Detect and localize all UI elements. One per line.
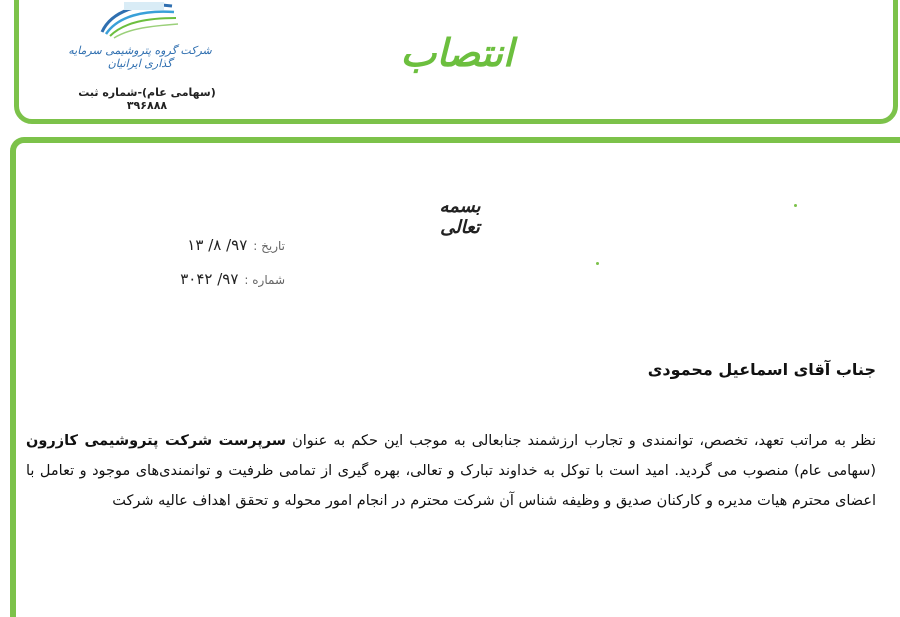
decorative-dot xyxy=(596,262,599,265)
date-row xyxy=(100,236,285,254)
body-text-part1: نظر به مراتب تعهد، تخصص، توانمندی و تجارب ارزشمند جنابعالی به موجب این حکم به عنوان xyxy=(285,433,876,449)
date-label: تاریخ : xyxy=(253,239,285,253)
date-value: ۹۷/ ۸/ ۱۳ xyxy=(187,236,248,254)
company-name: شرکت گروه پتروشیمی سرمایه گذاری ایرانیان xyxy=(68,44,212,70)
body-emphasis: سرپرست شرکت پتروشیمی کازرون xyxy=(26,433,286,449)
basmala: بسمه تعالی xyxy=(439,196,481,238)
header-title: انتصاب xyxy=(400,30,514,75)
number-row xyxy=(100,270,285,288)
number-label: شماره : xyxy=(244,273,285,287)
letter-body xyxy=(26,426,876,516)
decorative-dot xyxy=(794,204,797,207)
number-value: ۹۷/ ۳۰۴۲ xyxy=(180,270,239,288)
registration-line: (سهامی عام)-شماره ثبت ۳۹۶۸۸۸ xyxy=(78,86,216,112)
recipient: جناب آقای اسماعیل محمودی xyxy=(647,360,876,379)
body-text-part2: (سهامی عام) منصوب می گردید. امید است با توکل به خداوند تبارک و تعالی، بهره گیری از تمامی ظرفیت و توانمندی‌های موجود و تعامل با اعضای محترم هیات مدیره و کارکنان صدیق و وظیفه شناس آن شرکت محترم در انجام امور محوله و تحقق اهداف عالیه شرکت xyxy=(26,463,876,509)
